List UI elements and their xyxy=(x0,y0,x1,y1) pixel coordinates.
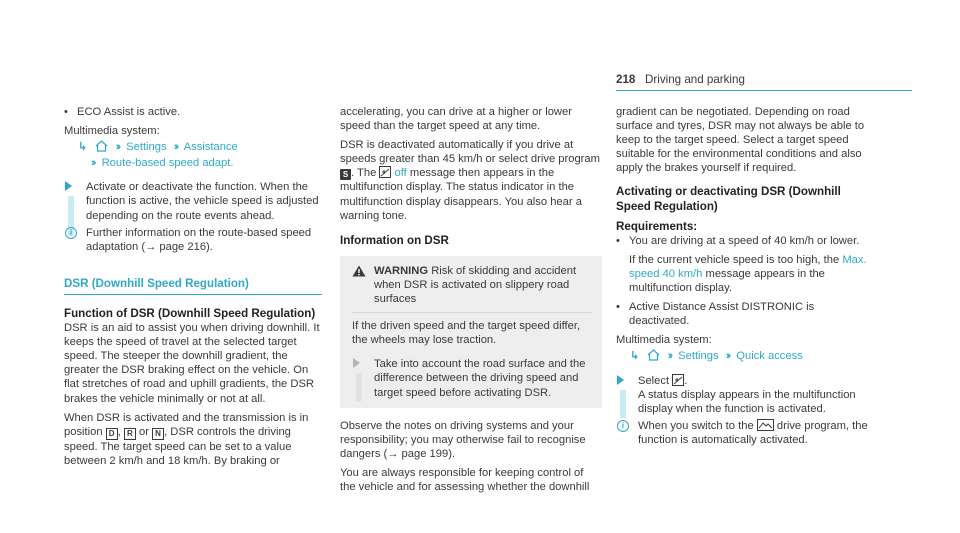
gear-r-icon: R xyxy=(124,428,136,440)
info-text xyxy=(638,419,876,447)
page-number: 218 xyxy=(616,73,636,86)
bullet-eco: • ECO Assist is active. xyxy=(64,105,322,119)
text-run: If the current vehicle speed is too high, the xyxy=(629,253,843,266)
multimedia-label: Multimedia system: xyxy=(616,334,712,347)
text-run: drive program, the function is automatically activated. xyxy=(638,419,868,446)
section-rule xyxy=(64,294,322,295)
text-run: , DSR controls the driving speed. The target speed can be set to a value between 2 km/h and 18 km/h. By braking or xyxy=(64,425,292,467)
info-text: Further information on the route-based speed adaptation (→ page 216). xyxy=(86,226,312,253)
text-run: Risk of skidding and accident when DSR is activated on slippery road surfaces xyxy=(374,264,577,306)
step-result: A status display appears in the multifunction display when the function is activated. xyxy=(638,388,856,415)
info-icon: i xyxy=(617,420,629,432)
nav-path xyxy=(64,140,322,154)
text-run: . The xyxy=(351,167,380,180)
chevron-icon: ›› xyxy=(115,141,120,154)
text-run: DSR is deactivated automatically if you drive at speeds greater than 45 km/h or select drive program xyxy=(340,139,600,166)
step-triangle-icon xyxy=(353,358,360,368)
off-label: off xyxy=(394,167,407,180)
home-icon[interactable] xyxy=(647,349,660,361)
column-2 xyxy=(340,96,602,494)
section-title: DSR (Downhill Speed Regulation) xyxy=(64,276,249,290)
nav-quick-access[interactable]: Quick access xyxy=(736,350,803,363)
function-para-2 xyxy=(64,411,322,468)
dsr-icon xyxy=(672,374,684,386)
page-header xyxy=(616,73,745,87)
step-bar xyxy=(620,390,626,418)
para-deactivated xyxy=(340,138,602,223)
drive-program-s-icon: S xyxy=(340,169,351,180)
nav-route-based[interactable]: Route-based speed adapt. xyxy=(101,157,234,170)
nav-settings[interactable]: Settings xyxy=(126,141,167,154)
chevron-icon: ›› xyxy=(725,350,730,363)
nav-path xyxy=(616,349,876,363)
dsr-icon xyxy=(379,166,391,178)
chevron-icon: ›› xyxy=(91,157,95,170)
text-run: When you switch to the xyxy=(638,419,757,432)
info-heading: Information on DSR xyxy=(340,233,449,247)
column-3 xyxy=(616,96,876,447)
step-triangle-icon xyxy=(65,181,72,191)
warning-step-text: Take into account the road surface and the difference between the driving speed and target speed before activating DSR. xyxy=(374,358,586,399)
warning-label: WARNING xyxy=(374,264,429,277)
info-note xyxy=(64,226,322,254)
warning-body: If the driven speed and the target speed differ, the wheels may lose traction. xyxy=(352,320,581,347)
max-speed-message: Max. speed 40 km/h xyxy=(629,253,867,280)
chevron-icon: ›› xyxy=(173,141,178,154)
text-run: message then appears in the multifunction display. The status indicator in the multifunction display disappears. You also hear a warning tone. xyxy=(340,167,582,222)
nav-arrow-icon: ↳ xyxy=(78,141,88,154)
info-note xyxy=(616,419,876,447)
step-triangle-icon xyxy=(617,375,624,385)
step-select xyxy=(616,374,876,416)
section-heading xyxy=(64,277,322,295)
step-activate xyxy=(64,180,322,222)
function-heading: Function of DSR (Downhill Speed Regulation) xyxy=(64,306,316,320)
step-select-text xyxy=(638,374,876,388)
gear-d-icon: D xyxy=(106,428,118,440)
nav-settings[interactable]: Settings xyxy=(678,350,719,363)
nav-path-cont xyxy=(64,156,322,170)
text-run: or xyxy=(135,425,153,438)
nav-arrow-icon: ↳ xyxy=(630,350,640,363)
step-text: Activate or deactivate the function. When the function is active, the vehicle speed is adjusted depending on the route events ahead. xyxy=(86,181,319,222)
para-accelerating: accelerating, you can drive at a higher or lower speed than the target speed at any time. xyxy=(340,106,572,133)
warning-head xyxy=(352,264,592,306)
activate-heading: Activating or deactivating DSR (Downhill Speed Regulation) xyxy=(616,185,841,213)
info-icon: i xyxy=(65,227,77,239)
multimedia-label: Multimedia system: xyxy=(64,125,160,138)
column-1 xyxy=(64,96,322,468)
chevron-icon: ›› xyxy=(667,350,672,363)
warning-triangle-icon xyxy=(352,265,366,277)
text-run: Select xyxy=(638,374,673,387)
req-distronic: • Active Distance Assist DISTRONIC is deactivated. xyxy=(616,300,876,328)
header-rule xyxy=(616,90,912,91)
gear-n-icon: N xyxy=(152,428,164,440)
text-run: . xyxy=(684,374,688,387)
req-speed: • You are driving at a speed of 40 km/h or lower. xyxy=(616,234,876,248)
home-icon[interactable] xyxy=(95,140,108,152)
text-run: , xyxy=(117,425,124,438)
nav-assistance[interactable]: Assistance xyxy=(183,141,238,154)
req-speed-note xyxy=(616,253,876,295)
para-gradient: gradient can be negotiated. Depending on road surface and tyres, DSR may not always be able to keep to the target speed. Select a target speed suitable for the environmental conditions and also apply the brakes yourself if required. xyxy=(616,106,865,175)
requirements-heading: Requirements: xyxy=(616,219,698,233)
off-road-icon xyxy=(757,419,774,431)
function-para-1: DSR is an aid to assist you when driving downhill. It keeps the speed of travel at the selected target speed. The steeper the downhill gradient, the greater the DSR braking effect on the vehicle. On flat stretches of road and uphill gradients, the DSR brakes the vehicle minimally or not at all. xyxy=(64,322,320,405)
warning-step xyxy=(352,357,592,399)
warning-box xyxy=(340,256,602,408)
para-responsible: You are always responsible for keeping control of the vehicle and for assessing whether the downhill xyxy=(340,466,590,493)
para-observe: Observe the notes on driving systems and your responsibility; you may otherwise fail to recognise dangers (→ page 199). xyxy=(340,419,586,460)
warning-inner xyxy=(352,312,592,399)
text-run: When DSR is activated and the transmission is in position xyxy=(64,411,309,438)
section-name: Driving and parking xyxy=(645,73,745,86)
warning-text xyxy=(374,264,592,306)
step-bar xyxy=(356,373,362,401)
text-run: message appears in the multifunction display. xyxy=(629,267,825,295)
